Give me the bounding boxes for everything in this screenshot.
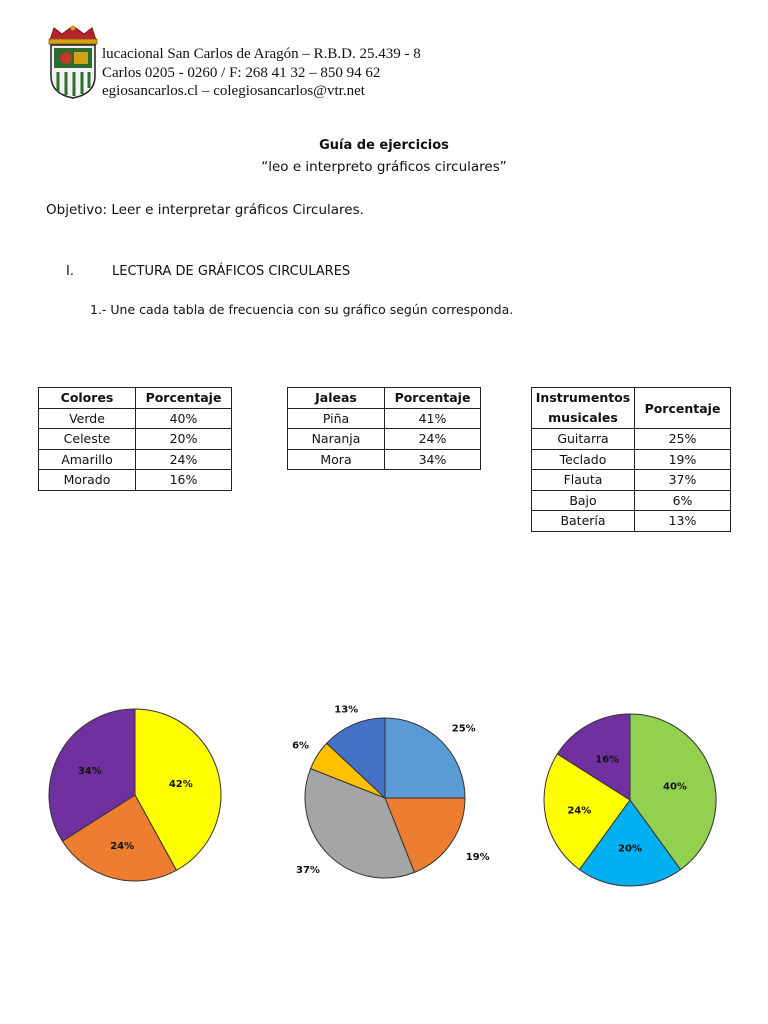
table-row [39,449,232,470]
table-cell: 41% [385,408,481,429]
table-cell: Mora [288,449,385,470]
pie-chart-jaleas [40,700,230,890]
table-cell: 19% [635,449,731,470]
table-cell: 13% [635,511,731,532]
table-cell: Piña [288,408,385,429]
pie-slice-label: 16% [595,754,620,766]
table-cell: Teclado [532,449,635,470]
table-cell: Morado [39,470,136,491]
table-cell: Naranja [288,429,385,450]
pie-slice-label: 6% [292,740,310,752]
objective [46,202,364,218]
header-school-name: lucacional San Carlos de Aragón – R.B.D. 25.439 - 8 [102,46,421,62]
table-cell: Bajo [532,490,635,511]
table-cell: 37% [635,470,731,491]
table-header: Colores [39,388,136,409]
pie-slice-label: 40% [663,781,687,793]
section-heading [66,264,350,279]
table-jaleas [287,387,481,470]
table-row [288,408,481,429]
table-row [532,490,731,511]
table-header: Instrumentos musicales [532,388,635,429]
table-row [39,408,232,429]
pie-slice-label: 24% [567,805,592,817]
table-header: Jaleas [288,388,385,409]
pie-slice-label: 34% [77,766,102,778]
objective-label: Objetivo: [46,202,108,218]
table-cell: 24% [385,429,481,450]
table-row [39,429,232,450]
pie-slice-label: 37% [296,865,320,877]
objective-text: Leer e interpretar gráficos Circulares. [107,202,364,218]
school-crest-icon [44,24,102,100]
table-cell: 25% [635,429,731,450]
table-header: Porcentaje [136,388,232,409]
table-row [532,511,731,532]
table-cell: Amarillo [39,449,136,470]
pie-slice-label: 25% [451,723,476,735]
page-subtitle: “leo e interpreto gráficos circulares” [261,159,507,175]
table-cell: 40% [136,408,232,429]
table-row [288,429,481,450]
table-row [532,449,731,470]
section-title: LECTURA DE GRÁFICOS CIRCULARES [112,264,351,279]
table-cell: 34% [385,449,481,470]
table-header: Porcentaje [635,388,731,429]
pie-slice-label: 20% [618,843,642,855]
pie-slice-label: 42% [168,779,193,791]
table-cell: Guitarra [532,429,635,450]
page-title: Guía de ejercicios [319,138,449,153]
table-row [288,449,481,470]
pie-chart-colores [530,700,730,900]
table-cell: 20% [136,429,232,450]
table-cell: Verde [39,408,136,429]
instruction: 1.- Une cada tabla de frecuencia con su gráfico según corresponda. [90,302,514,317]
table-header: Porcentaje [385,388,481,409]
header-web-email: egiosancarlos.cl – colegiosancarlos@vtr.net [102,83,365,99]
table-cell: Celeste [39,429,136,450]
pie-slice-label: 13% [334,704,359,716]
table-instrumentos [531,387,731,532]
table-cell: 6% [635,490,731,511]
table-row [39,470,232,491]
header-phone: Carlos 0205 - 0260 / F: 268 41 32 – 850 94 62 [102,65,381,81]
table-colores [38,387,232,491]
pie-slice-label: 19% [465,852,490,864]
pie-slice-label: 24% [110,840,135,852]
table-cell: Flauta [532,470,635,491]
table-cell: Batería [532,511,635,532]
pie-chart-instrumentos [280,700,490,890]
table-row [532,470,731,491]
table-cell: 16% [136,470,232,491]
table-row [532,429,731,450]
section-number: I. [66,264,74,279]
table-cell: 24% [136,449,232,470]
